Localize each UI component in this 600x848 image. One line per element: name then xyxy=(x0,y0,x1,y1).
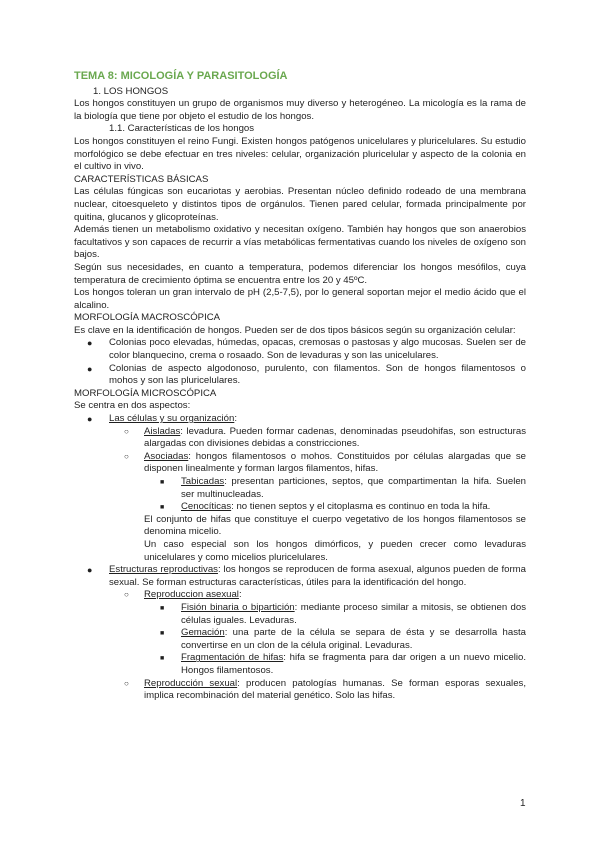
paragraph-temperatura: Según sus necesidades, en cuanto a temperatura, podemos diferenciar los hongos mesófilos, cuya temperatura de crecimiento óptima se encuentra entre los 20 y 45ºC. xyxy=(74,261,526,286)
list-item-mohos xyxy=(74,363,526,388)
term-text: : hifa se fragmenta para dar origen a un nuevo micelio. Hongos filamentosos. xyxy=(181,652,526,676)
bullet-icon: ● xyxy=(87,363,93,374)
term-label: Reproducción sexual xyxy=(144,677,238,689)
term-label: Estructuras reproductivas xyxy=(109,564,218,576)
term-label: Las células y su organización xyxy=(109,413,235,425)
term-text: : los hongos se reproducen de forma asexual, algunos pueden de forma sexual. Se forman estructuras características, útiles para la identificación del hongo. xyxy=(109,564,526,588)
circle-bullet-icon: ○ xyxy=(124,590,129,600)
list-item-levaduras xyxy=(74,337,526,362)
list-item-text: Colonias poco elevadas, húmedas, opacas, cremosas o pastosas y algo mucosas. Suelen ser de color blanquecino, crema o rosaado. Son de levaduras y son las unicelulares. xyxy=(109,337,526,362)
heading-caracteristicas: CARACTERÍSTICAS BÁSICAS xyxy=(74,173,209,185)
term-label: Fragmentación de hifas xyxy=(181,652,284,664)
paragraph-celulas: Las células fúngicas son eucariotas y aerobias. Presentan núcleo definido rodeado de una membrana nuclear, citoesqueleto y distintos tipos de orgánulos. Tienen pared celular, formada principalmente por quitina, glucanos y glicoproteínas. xyxy=(74,186,526,223)
term-label: Aisladas xyxy=(144,425,181,437)
paragraph-dimorficos: Un caso especial son los hongos dimórficos, y pueden crecer como levaduras unicelulares y como micelios pluricelulares. xyxy=(144,538,526,563)
term-text: : hongos filamentosos o mohos. Constituidos por células alargadas que se disponen linealmente y forman largos filamentos, hifas. xyxy=(144,450,526,475)
square-bullet-icon: ■ xyxy=(160,655,165,663)
term-label: Cenocíticas xyxy=(181,501,232,513)
bullet-icon: ● xyxy=(87,414,93,425)
square-bullet-icon: ■ xyxy=(160,479,165,486)
list-item-celulas xyxy=(74,413,526,426)
term-text: : producen patologías humanas. Se forman esporas sexuales, implica recombinación del material genético. Solo las hifas. xyxy=(144,677,526,702)
term-text: : una parte de la célula se separa de ésta y se desarrolla hasta convertirse en un clon de la célula original. Levaduras. xyxy=(181,627,526,651)
circle-bullet-icon: ○ xyxy=(124,451,129,461)
list-item-tabicadas xyxy=(74,476,526,501)
term-text: : presentan particiones, septos, que compartimentan la hifa. Suelen ser multinucleadas. xyxy=(181,476,526,500)
paragraph-metabolismo: Además tienen un metabolismo oxidativo y necesitan oxígeno. También hay hongos que son anaerobios facultativos y son capaces de recurrir a vías metabólicas fermentativas cuando los niveles de oxígeno son bajos. xyxy=(74,224,526,261)
term-label: Reproduccion asexual xyxy=(144,589,239,601)
colon: : xyxy=(238,589,242,601)
list-item-fragmentacion xyxy=(74,652,526,677)
section-heading-hongos: 1. LOS HONGOS xyxy=(93,85,169,97)
paragraph-aspectos: Se centra en dos aspectos: xyxy=(74,400,191,412)
paragraph-clave: Es clave en la identificación de hongos. Pueden ser de dos tipos básicos según su organización celular: xyxy=(74,324,516,336)
list-item-sexual xyxy=(74,678,526,703)
paragraph-intro: Los hongos constituyen un grupo de organismos muy diverso y heterogéneo. La micología es la rama de la biología que tiene por objeto el estudio de los hongos. xyxy=(74,98,526,122)
term-label: Fisión binaria o bipartición xyxy=(181,601,295,613)
paragraph-micelio: El conjunto de hifas que constituye el cuerpo vegetativo de los hongos filamentosos se denomina micelio. xyxy=(144,513,526,538)
square-bullet-icon: ■ xyxy=(160,604,165,612)
term-label: Asociadas xyxy=(144,450,189,462)
term-text: : no tienen septos y el citoplasma es continuo en toda la hifa. xyxy=(231,501,491,513)
bullet-icon: ● xyxy=(87,565,93,576)
circle-bullet-icon: ○ xyxy=(124,678,129,688)
paragraph-fungi: Los hongos constituyen el reino Fungi. Existen hongos patógenos unicelulares y pluricelulares. Su estudio morfológico se debe efectuar en tres niveles: celular, organización pluricelular y aspecto de la colonia en el cultivo in vivo. xyxy=(74,135,526,173)
list-item-gemacion xyxy=(74,627,526,652)
list-item-asexual xyxy=(74,589,526,602)
square-bullet-icon: ■ xyxy=(160,504,165,512)
document-page xyxy=(74,70,526,703)
list-item-asociadas xyxy=(74,451,526,476)
circle-bullet-icon: ○ xyxy=(124,426,129,436)
page-number: 1 xyxy=(520,798,526,809)
square-bullet-icon: ■ xyxy=(160,630,165,638)
term-label: Tabicadas xyxy=(181,476,225,487)
list-item-aisladas xyxy=(74,426,526,451)
colon: : xyxy=(234,413,237,425)
subsection-heading: 1.1. Características de los hongos xyxy=(109,123,255,135)
list-item-fision xyxy=(74,602,526,627)
document-title: TEMA 8: MICOLOGÍA Y PARASITOLOGÍA xyxy=(74,70,288,82)
term-text: : mediante proceso similar a mitosis, se obtienen dos células iguales. Levaduras. xyxy=(181,601,527,626)
heading-microscopica: MORFOLOGÍA MICROSCÓPICA xyxy=(74,387,217,399)
list-item-text: Colonias de aspecto algodonoso, purulento, con filamentos. Son de hongos filamentosos o mohos y son las pluricelulares. xyxy=(109,362,526,387)
list-item-cenociticas xyxy=(74,501,526,514)
heading-macroscopica: MORFOLOGÍA MACROSCÓPICA xyxy=(74,312,221,324)
list-item-reproductivas xyxy=(74,564,526,589)
paragraph-ph: Los hongos toleran un gran intervalo de pH (2,5-7,5), por lo general soportan mejor el medio ácido que el alcalino. xyxy=(74,287,526,311)
bullet-icon: ● xyxy=(87,338,93,349)
term-label: Gemación xyxy=(181,627,225,639)
term-text: : levadura. Pueden formar cadenas, denominadas pseudohifas, son estructuras alargadas con divisiones debidas a constricciones. xyxy=(144,425,526,450)
